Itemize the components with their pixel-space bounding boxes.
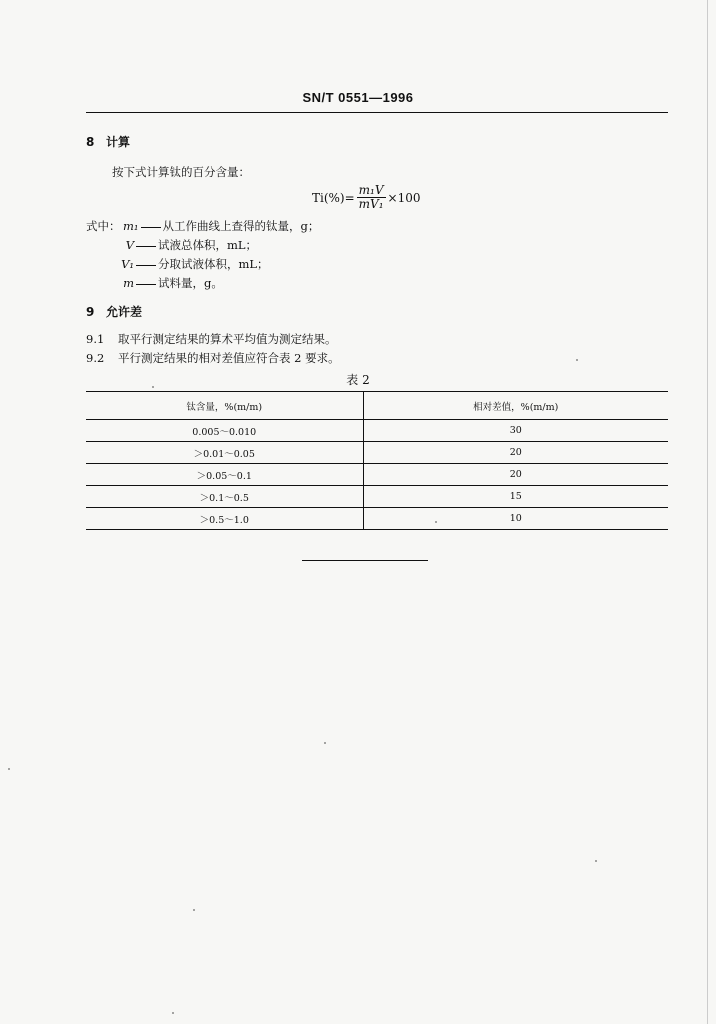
scan-speck xyxy=(324,742,326,744)
scan-speck xyxy=(576,359,578,361)
section-8-heading xyxy=(86,133,130,150)
definition-symbol: V₁ xyxy=(121,257,134,271)
formula-fraction xyxy=(357,184,386,211)
where-label: 式中： xyxy=(86,219,121,233)
scan-speck xyxy=(152,386,154,388)
clause-text: 平行测定结果的相对差值应符合表 2 要求。 xyxy=(118,351,340,365)
column-header-relative-difference: 相对差值，%(m/m) xyxy=(363,392,668,420)
titanium-content-cell: ＞0.01～0.05 xyxy=(86,442,363,464)
titanium-content-cell: ＞0.05～0.1 xyxy=(86,464,363,486)
section-9-heading xyxy=(86,303,142,320)
clause-number: 9.1 xyxy=(86,332,105,346)
definition-dash xyxy=(136,265,156,266)
table-row xyxy=(86,464,668,486)
scan-edge-line xyxy=(707,0,708,1024)
definition-text: 从工作曲线上查得的钛量，g； xyxy=(162,219,320,233)
section-8-title: 计算 xyxy=(106,135,131,149)
clause-9-2 xyxy=(86,350,340,366)
definition-text: 试液总体积，mL； xyxy=(158,238,258,252)
definition-symbol: V xyxy=(125,238,134,252)
formula-denominator: mV₁ xyxy=(358,197,384,211)
standard-code: SN/T 0551—1996 xyxy=(302,90,414,105)
titanium-content-cell: ＞0.1～0.5 xyxy=(86,486,363,508)
formula-lhs: Ti(%)= xyxy=(312,190,355,205)
table-row xyxy=(86,486,668,508)
table-row xyxy=(86,442,668,464)
header-rule xyxy=(86,112,668,113)
relative-difference-cell: 20 xyxy=(509,447,522,458)
definition-row xyxy=(86,237,257,253)
scan-speck xyxy=(172,1012,174,1014)
table-row xyxy=(86,508,668,530)
definition-text: 分取试液体积，mL； xyxy=(158,257,269,271)
end-of-text-rule xyxy=(302,560,428,561)
definition-text: 试料量，g。 xyxy=(158,276,223,290)
relative-difference-cell: 30 xyxy=(509,425,522,436)
definition-row xyxy=(86,256,269,272)
definition-dash xyxy=(136,246,156,247)
relative-difference-cell: 20 xyxy=(509,469,522,480)
section-9-title: 允许差 xyxy=(106,305,143,319)
titanium-content-cell: ＞0.5～1.0 xyxy=(86,508,363,530)
clause-number: 9.2 xyxy=(86,351,105,365)
column-header-titanium-content: 钛含量，%(m/m) xyxy=(86,392,363,420)
definition-dash xyxy=(141,227,161,228)
definition-dash xyxy=(136,284,156,285)
section-9-number: 9 xyxy=(86,305,95,319)
formula-tail: ×100 xyxy=(387,190,421,205)
scan-speck xyxy=(8,768,10,770)
clause-9-1 xyxy=(86,331,337,347)
relative-difference-cell: 15 xyxy=(509,491,522,502)
titanium-content-cell: 0.005～0.010 xyxy=(86,420,363,442)
table-header-row xyxy=(86,392,668,420)
titanium-formula xyxy=(312,184,421,211)
section-8-intro: 按下式计算钛的百分含量： xyxy=(112,165,250,179)
scan-speck xyxy=(595,860,597,862)
section-8-number: 8 xyxy=(86,135,95,149)
scan-speck xyxy=(435,521,437,523)
definition-row xyxy=(86,218,319,234)
tolerance-table xyxy=(86,391,668,530)
definition-row xyxy=(86,275,223,291)
scan-speck xyxy=(193,909,195,911)
definition-symbol: m₁ xyxy=(122,219,139,233)
formula-numerator: m₁V xyxy=(358,183,384,197)
table-row xyxy=(86,420,668,442)
relative-difference-cell: 10 xyxy=(509,513,522,524)
clause-text: 取平行测定结果的算术平均值为测定结果。 xyxy=(118,332,337,346)
table-2-caption: 表 2 xyxy=(346,373,370,387)
definition-symbol: m xyxy=(123,276,134,290)
